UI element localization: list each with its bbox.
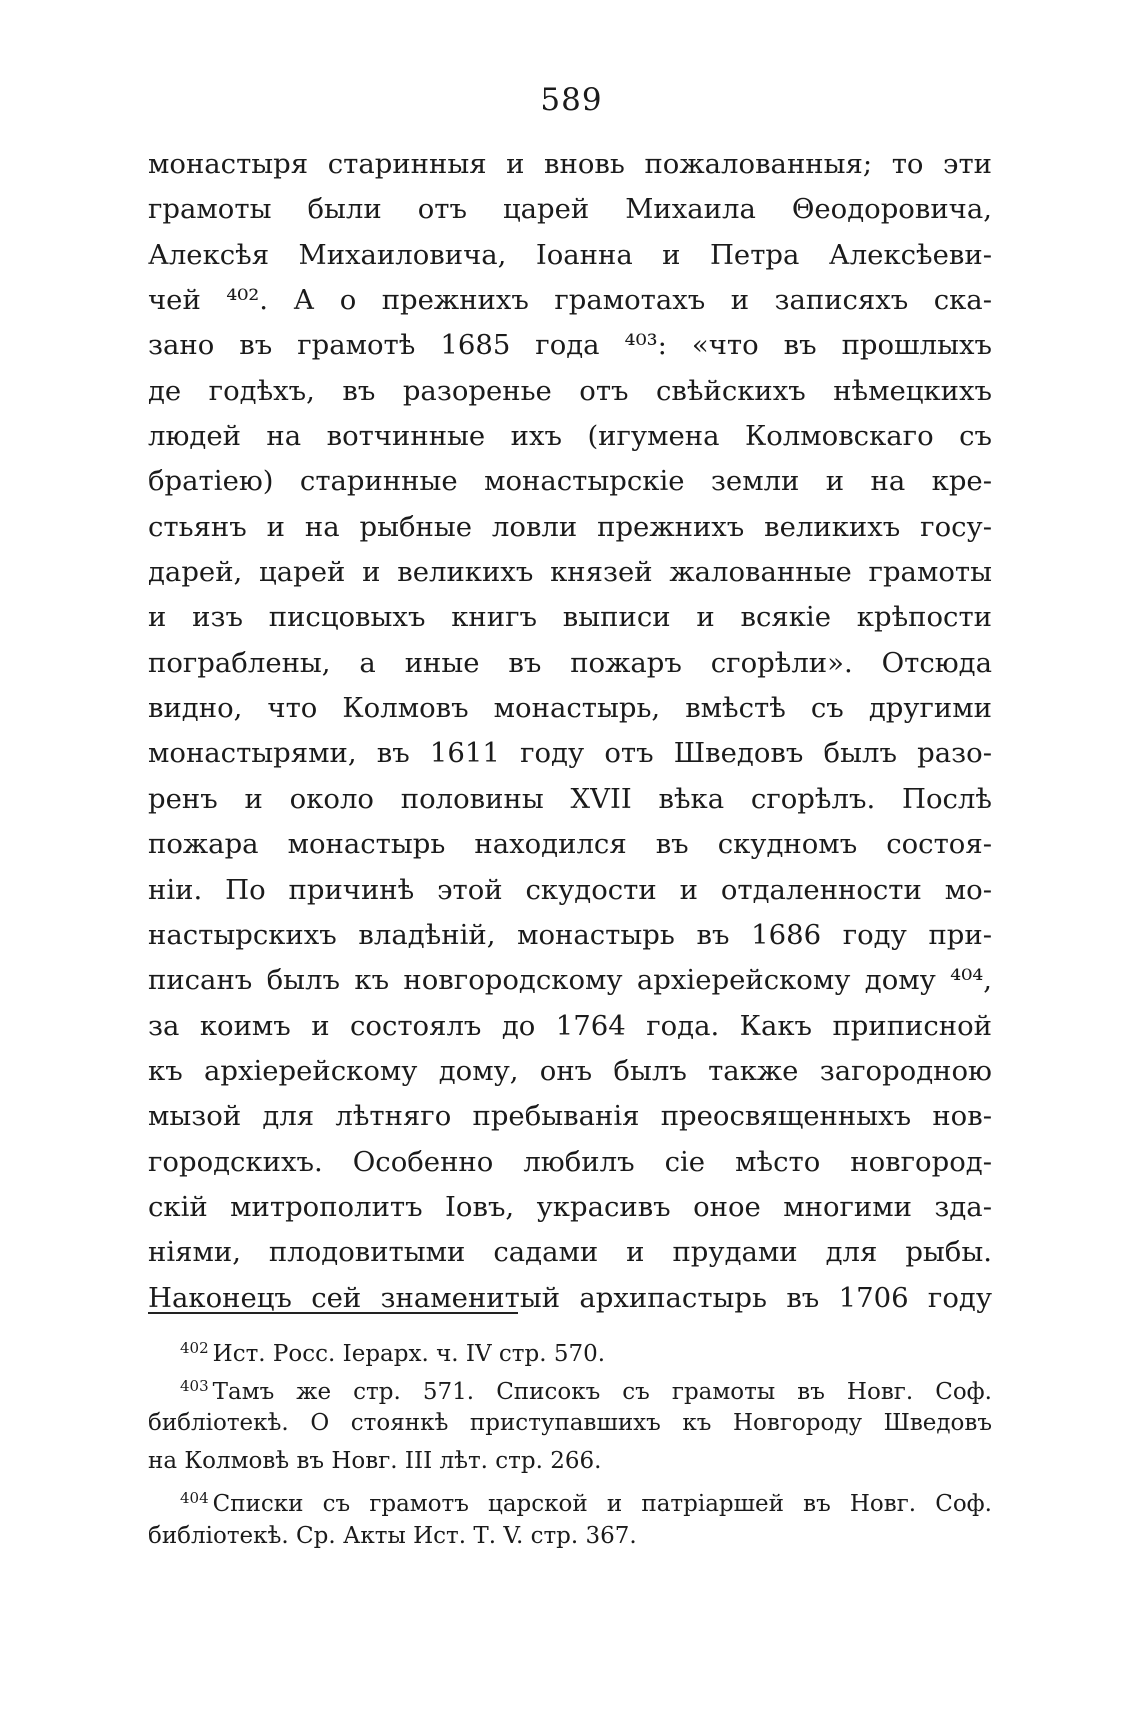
- footnote-text: библіотекѣ. Ср. Акты Ист. Т. V. стр. 367.: [148, 1522, 637, 1549]
- text-line: стьянъ и на рыбные ловли прежнихъ великихъ госу-: [148, 510, 992, 543]
- text-line: и изъ писцовыхъ книгъ выписи и всякіе крѣпости: [148, 601, 992, 634]
- text-line: за коимъ и состоялъ до 1764 года. Какъ приписной: [148, 1009, 992, 1042]
- text-line: Наконецъ сей знаменитый архипастырь въ 1706 году: [148, 1281, 992, 1314]
- footnote-403: [148, 1368, 992, 1406]
- footnote-text: Списки съ грамотъ царской и патріаршей въ Новг. Соф.: [212, 1491, 992, 1518]
- text-line: дарей, царей и великихъ князей жалованные грамоты: [148, 556, 992, 589]
- text-line: ренъ и около половины XVII вѣка сгорѣлъ. Послѣ: [148, 782, 992, 815]
- text-line: скій митрополитъ Іовъ, украсивъ оное многими зда-: [148, 1190, 992, 1223]
- text-line: де годѣхъ, въ разоренье отъ свѣйскихъ нѣмецкихъ: [148, 374, 992, 407]
- footnotes: [148, 1330, 992, 1556]
- body-text: [148, 142, 992, 1321]
- text-line: чей ⁴⁰². А о прежнихъ грамотахъ и записяхъ ска-: [148, 284, 992, 317]
- text-line: ніями, плодовитыми садами и прудами для рыбы.: [148, 1236, 992, 1269]
- footnote-marker: 404: [180, 1489, 209, 1508]
- footnote-marker: 403: [180, 1376, 209, 1395]
- footnote-404: [148, 1480, 992, 1518]
- footnote-text: Тамъ же стр. 571. Списокъ съ грамоты въ Новг. Соф.: [212, 1378, 992, 1405]
- text-line: братіею) старинные монастырскіе земли и на кре-: [148, 465, 992, 498]
- text-line: ніи. По причинѣ этой скудости и отдаленности мо-: [148, 873, 992, 906]
- text-line: писанъ былъ къ новгородскому архіерейскому дому ⁴⁰⁴,: [148, 964, 992, 997]
- footnote-text: библіотекѣ. О стоянкѣ приступавшихъ къ Новгороду Шведовъ: [148, 1410, 992, 1437]
- text-line: пограблены, а иные въ пожаръ сгорѣли». Отсюда: [148, 646, 992, 679]
- footnote-text: Ист. Росс. Іерарх. ч. IV стр. 570.: [212, 1341, 606, 1367]
- text-line: людей на вотчинные ихъ (игумена Колмовскаго съ: [148, 420, 992, 453]
- text-line: Алексѣя Михаиловича, Іоанна и Петра Алексѣеви-: [148, 238, 992, 271]
- footnote-402: [148, 1330, 992, 1368]
- text-line: настырскихъ владѣній, монастырь въ 1686 году при-: [148, 918, 992, 951]
- text-line: пожара монастырь находился въ скудномъ состоя-: [148, 828, 992, 861]
- text-line: городскихъ. Особенно любилъ сіе мѣсто новгород-: [148, 1145, 992, 1178]
- text-line: мызой для лѣтняго пребыванія преосвященныхъ нов-: [148, 1100, 992, 1133]
- footnote-divider: [148, 1312, 518, 1314]
- text-line: грамоты были отъ царей Михаила Θеодоровича,: [148, 193, 992, 226]
- page-number: 589: [540, 82, 603, 118]
- footnote-text: на Колмовѣ въ Новг. III лѣт. стр. 266.: [148, 1447, 602, 1474]
- footnote-marker: 402: [180, 1339, 209, 1357]
- text-line: монастыря старинныя и вновь пожалованныя; то эти: [148, 148, 992, 180]
- text-line: видно, что Колмовъ монастырь, вмѣстѣ съ другими: [148, 692, 992, 725]
- text-line: монастырями, въ 1611 году отъ Шведовъ былъ разо-: [148, 737, 992, 770]
- text-line: къ архіерейскому дому, онъ былъ также загородною: [148, 1054, 992, 1087]
- text-line: зано въ грамотѣ 1685 года ⁴⁰³: «что въ прошлыхъ: [148, 329, 992, 362]
